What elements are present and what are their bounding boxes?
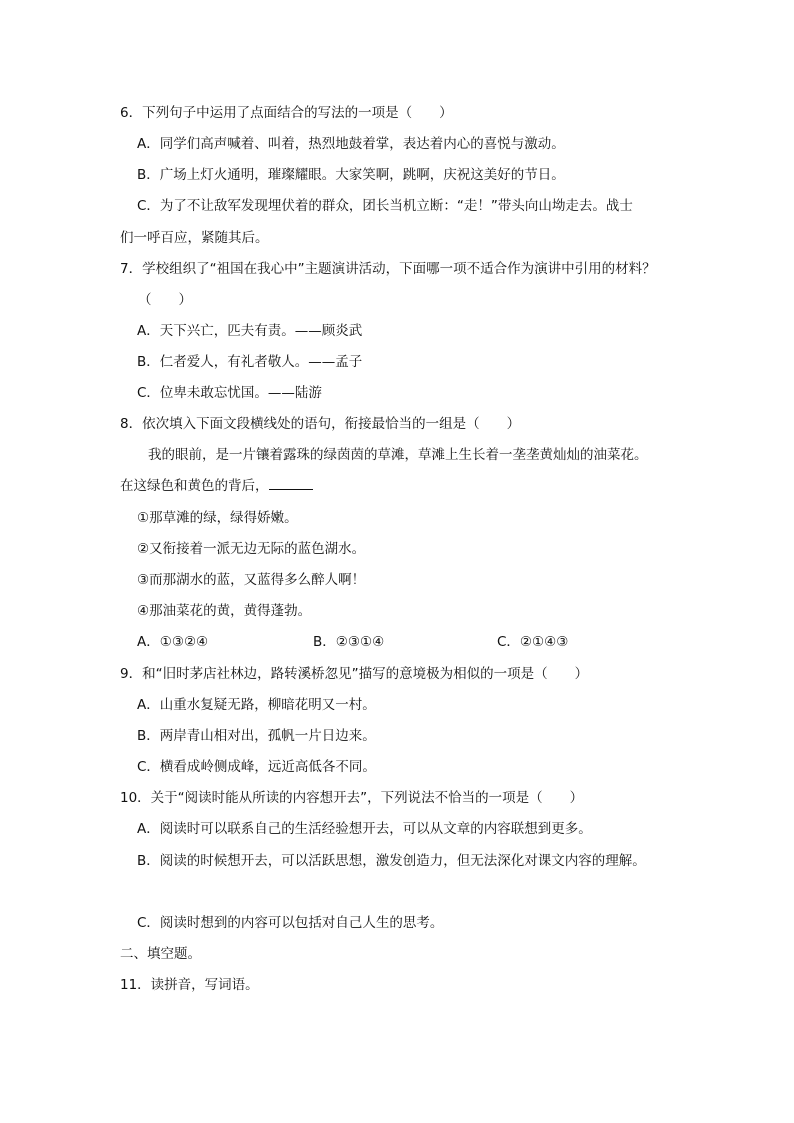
question-7-option-c: C．位卑未敢忘忧国。——陆游 [137, 385, 322, 401]
question-8-stem: 8．依次填入下面文段横线处的语句，衔接最恰当的一组是（ ） [120, 416, 521, 432]
question-9-option-c: C．横看成岭侧成峰，远近高低各不同。 [137, 759, 376, 775]
question-7-option-b: B．仁者爱人，有礼者敬人。——孟子 [137, 354, 363, 370]
question-9-option-b: B．两岸青山相对出，孤帆一片日边来。 [137, 728, 376, 744]
question-7-answer-paren: （ ） [138, 292, 192, 308]
question-10-option-b: B．阅读的时候想开去，可以活跃思想，激发创造力，但无法深化对课文内容的理解。 [137, 853, 646, 869]
question-8-passage-line2 [120, 477, 313, 495]
question-10-option-c: C．阅读时想到的内容可以包括对自己人生的思考。 [137, 915, 444, 931]
question-8-option-c: C．②①④③ [497, 634, 569, 650]
question-7-stem: 7．学校组织了“祖国在我心中”主题演讲活动，下面哪一项不适合作为演讲中引用的材料？ [120, 261, 656, 277]
question-6-option-c-line1: C．为了不让敌军发现埋伏着的群众，团长当机立断：“走！”带头向山坳走去。战士 [137, 198, 633, 214]
question-6-stem: 6．下列句子中运用了点面结合的写法的一项是（ ） [120, 105, 453, 121]
question-6-option-c-line2: 们一呼百应，紧随其后。 [120, 230, 269, 246]
question-8-sentence-2: ②又衔接着一派无边无际的蓝色湖水。 [137, 541, 366, 557]
question-6-option-a: A．同学们高声喊着、叫着，热烈地鼓着掌，表达着内心的喜悦与激动。 [137, 136, 565, 152]
question-8-option-a: A．①③②④ [137, 634, 209, 650]
question-10-stem: 10．关于“阅读时能从所读的内容想开去”，下列说法不恰当的一项是（ ） [120, 790, 584, 806]
question-8-sentence-1: ①那草滩的绿，绿得娇嫩。 [137, 510, 298, 526]
question-9-option-a: A．山重水复疑无路，柳暗花明又一村。 [137, 697, 376, 713]
question-8-option-b: B．②③①④ [313, 634, 385, 650]
question-11-stem: 11．读拼音，写词语。 [120, 977, 259, 993]
question-6-option-b: B．广场上灯火通明，璀璨耀眼。大家笑啊，跳啊，庆祝这美好的节日。 [137, 167, 565, 183]
question-8-answer-blank [269, 477, 313, 490]
question-9-stem: 9．和“旧时茅店社林边，路转溪桥忽见”描写的意境极为相似的一项是（ ） [120, 666, 589, 682]
question-8-passage-text: 在这绿色和黄色的背后， [120, 478, 269, 494]
question-7-option-a: A．天下兴亡，匹夫有责。——顾炎武 [137, 323, 363, 339]
section-heading-fill-in: 二、填空题。 [120, 946, 201, 962]
question-8-sentence-3: ③而那湖水的蓝，又蓝得多么醉人啊！ [137, 572, 366, 588]
question-8-passage-line1: 我的眼前，是一片镶着露珠的绿茵茵的草滩，草滩上生长着一垄垄黄灿灿的油菜花。 [148, 447, 648, 463]
question-10-option-a: A．阅读时可以联系自己的生活经验想开去，可以从文章的内容联想到更多。 [137, 821, 592, 837]
question-8-sentence-4: ④那油菜花的黄，黄得蓬勃。 [137, 603, 312, 619]
